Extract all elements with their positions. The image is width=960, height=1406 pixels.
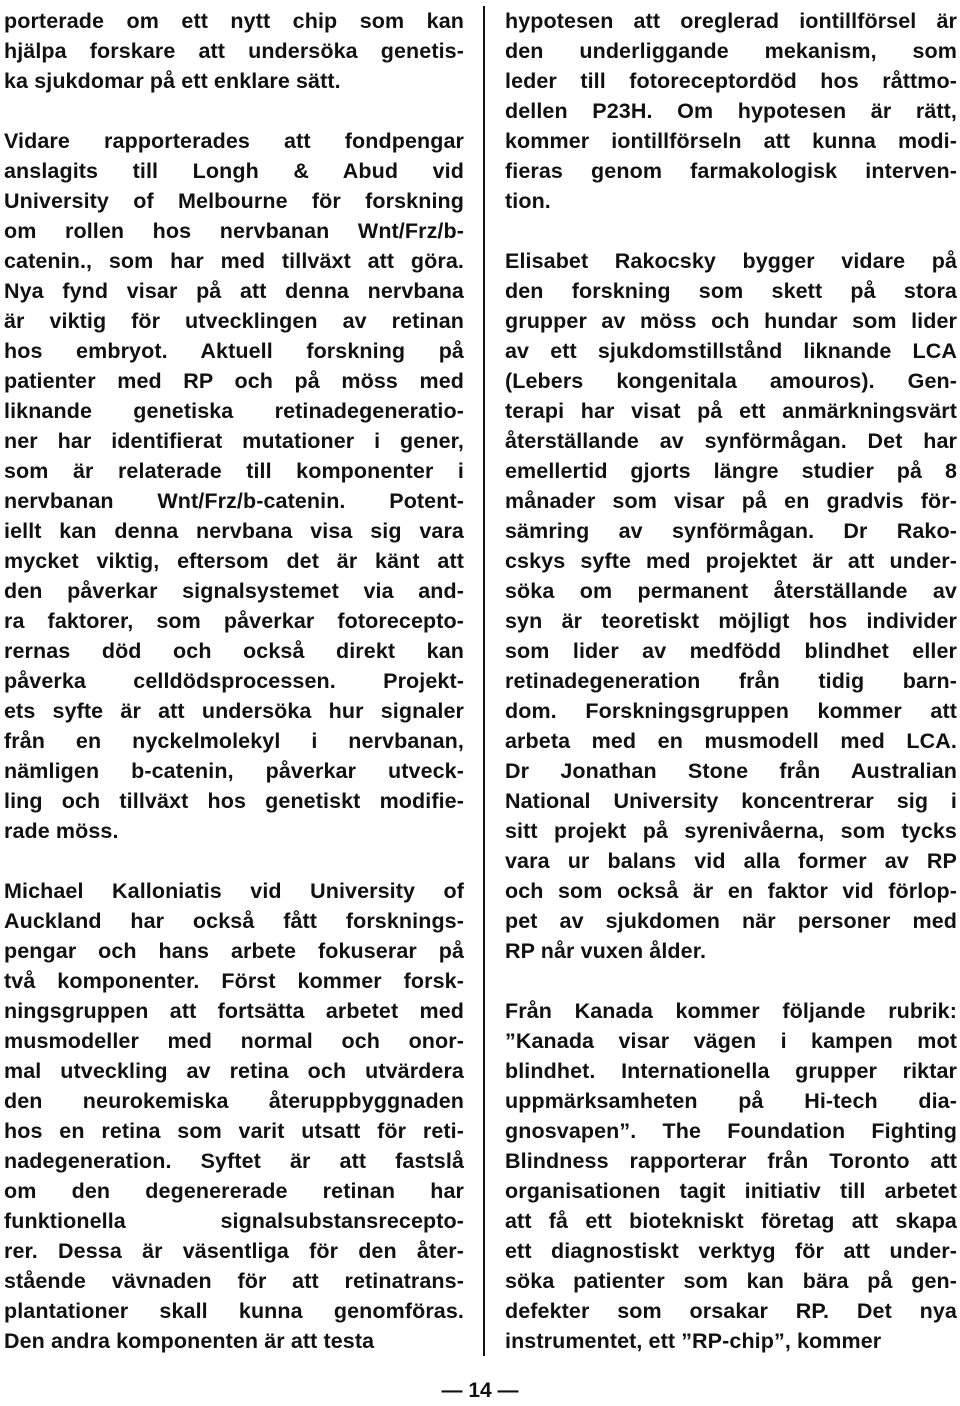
text-line: grupper av möss och hundar som lider [505,309,957,333]
text-line: mycket viktig, eftersom det är känt att [4,549,464,573]
text-line: rade möss. [4,819,119,843]
text-line: två komponenter. Först kommer forsk- [4,969,464,993]
right-text-column [505,6,957,1356]
paragraph-gap [505,966,957,996]
text-line: Dr Jonathan Stone från Australian [505,759,957,783]
text-line: defekter som orsakar RP. Det nya [505,1299,957,1323]
text-line: ra faktorer, som påverkar fotorecepto- [4,609,464,633]
text-line: från en nyckelmolekyl i nervbanan, [4,729,464,753]
text-line: påverka celldödsprocessen. Projekt- [4,669,464,693]
text-line: fieras genom farmakologisk interven- [505,159,957,183]
text-line: den underliggande mekanism, som [505,39,957,63]
paragraph-gap [4,846,464,876]
text-line: terapi har visat på ett anmärkningsvärt [505,399,957,423]
text-line: Elisabet Rakocsky bygger vidare på [505,249,957,273]
text-line: mal utveckling av retina och utvärdera [4,1059,464,1083]
text-line: ets syfte är att undersöka hur signaler [4,699,464,723]
text-line: den neurokemiska återuppbyggnaden [4,1089,464,1113]
text-line: Den andra komponenten är att testa [4,1329,375,1353]
text-line: dom. Forskningsgruppen kommer att [505,699,957,723]
text-line: blindhet. Internationella grupper riktar [505,1059,957,1083]
text-line: av ett sjukdomstillstånd liknande LCA [505,339,957,363]
text-line: nämligen b-catenin, påverkar utveck- [4,759,464,783]
text-line: stående vävnaden för att retinatrans- [4,1269,464,1293]
text-line: nervbanan Wnt/Frz/b-catenin. Potent- [4,489,464,513]
text-line: iellt kan denna nervbana visa sig vara [4,519,464,543]
paragraph-gap [505,216,957,246]
left-text-column [4,6,464,1356]
text-line: ka sjukdomar på ett enklare sätt. [4,69,341,93]
text-line: söka om permanent återställande av [505,579,957,603]
text-line: dellen P23H. Om hypotesen är rätt, [505,99,957,123]
text-line: om rollen hos nervbanan Wnt/Frz/b- [4,219,464,243]
text-line: plantationer skall kunna genomföras. [4,1299,464,1323]
text-line: Nya fynd visar på att denna nervbana [4,279,464,303]
text-line: gnosvapen”. The Foundation Fighting [505,1119,957,1143]
text-line: rernas död och också direkt kan [4,639,464,663]
text-line: och som också är en faktor vid förlop- [505,879,957,903]
text-line: hos embryot. Aktuell forskning på [4,339,464,363]
page-number: — 14 — [441,1379,519,1402]
text-line: hos en retina som varit utsatt för reti- [4,1119,464,1143]
text-line: University of Melbourne för forskning [4,189,464,213]
text-line: arbeta med en musmodell med LCA. [505,729,957,753]
text-line: nadegeneration. Syftet är att fastslå [4,1149,464,1173]
text-line: söka patienter som kan bära på gen- [505,1269,957,1293]
text-line: funktionella signalsubstansrecepto- [4,1209,464,1233]
text-line: National University koncentrerar sig i [505,789,957,813]
text-line: Blindness rapporterar från Toronto att [505,1149,957,1173]
text-line: cskys syfte med projektet är att under- [505,549,957,573]
text-line: liknande genetiska retinadegeneratio- [4,399,464,423]
text-line: den påverkar signalsystemet via and- [4,579,464,603]
text-line: den forskning som skett på stora [505,279,957,303]
text-line: sitt projekt på syrenivåerna, som tycks [505,819,957,843]
text-line: instrumentet, ett ”RP-chip”, kommer [505,1329,882,1353]
text-line: ningsgruppen att fortsätta arbetet med [4,999,464,1023]
text-line: ”Kanada visar vägen i kampen mot [505,1029,957,1053]
text-line: Vidare rapporterades att fondpengar [4,129,464,153]
text-line: syn är teoretiskt möjligt hos individer [505,609,957,633]
text-line: som är relaterade till komponenter i [4,459,464,483]
text-line: tion. [505,189,551,213]
text-line: kommer iontillförseln att kunna modi- [505,129,957,153]
text-line: är viktig för utvecklingen av retinan [4,309,464,333]
text-line: organisationen tagit initiativ till arbetet [505,1179,957,1203]
text-line: ling och tillväxt hos genetiskt modifie- [4,789,464,813]
text-line: månader som visar på en gradvis för- [505,489,957,513]
text-line: Från Kanada kommer följande rubrik: [505,999,957,1023]
text-line: musmodeller med normal och onor- [4,1029,464,1053]
text-line: att få ett biotekniskt företag att skapa [505,1209,957,1233]
text-line: sämring av synförmågan. Dr Rako- [505,519,957,543]
text-line: hjälpa forskare att undersöka genetis- [4,39,464,63]
text-line: pet av sjukdomen när personer med [505,909,957,933]
text-line: som lider av medfödd blindhet eller [505,639,957,663]
text-line: ner har identifierat mutationer i gener, [4,429,464,453]
text-line: rer. Dessa är väsentliga för den åter- [4,1239,464,1263]
text-line: Auckland har också fått forsknings- [4,909,464,933]
text-line: porterade om ett nytt chip som kan [4,9,464,33]
text-line: ett diagnostiskt verktyg för att under- [505,1239,957,1263]
column-divider [483,6,485,1356]
paragraph-gap [4,96,464,126]
text-line: uppmärksamheten på Hi-tech dia- [505,1089,957,1113]
text-line: (Lebers kongenitala amouros). Gen- [505,369,957,393]
text-line: emellertid gjorts längre studier på 8 [505,459,957,483]
text-line: hypotesen att oreglerad iontillförsel är [505,9,957,33]
text-line: Michael Kalloniatis vid University of [4,879,464,903]
text-line: patienter med RP och på möss med [4,369,464,393]
text-line: vara ur balans vid alla former av RP [505,849,957,873]
text-line: om den degenererade retinan har [4,1179,464,1203]
text-line: catenin., som har med tillväxt att göra. [4,249,464,273]
text-line: RP når vuxen ålder. [505,939,707,963]
text-line: återställande av synförmågan. Det har [505,429,957,453]
text-line: retinadegeneration från tidig barn- [505,669,957,693]
text-line: pengar och hans arbete fokuserar på [4,939,464,963]
text-line: anslagits till Longh & Abud vid [4,159,464,183]
text-line: leder till fotoreceptordöd hos råttmo- [505,69,957,93]
